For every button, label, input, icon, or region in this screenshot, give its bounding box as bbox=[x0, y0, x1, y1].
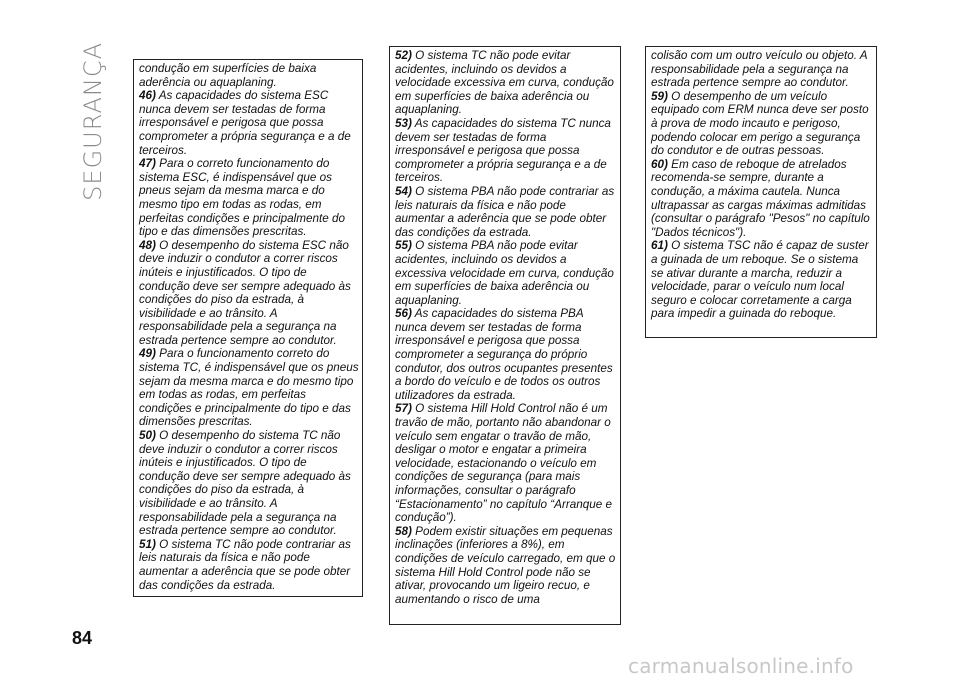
note-number: 57) bbox=[395, 402, 412, 416]
page-number: 84 bbox=[72, 628, 93, 648]
notes-column-1 bbox=[133, 59, 363, 597]
note-text: O sistema PBA não pode evitar acidentes, incluindo os devidos a excessiva velocidade em curva, condução em superfícies de baixa aderência ou aquaplaning. bbox=[395, 239, 614, 307]
note-paragraph bbox=[139, 347, 359, 429]
note-text: As capacidades do sistema TC nunca devem ser testadas de forma irresponsável e perigosa que possa comprometer a própria segurança e a de terceiros. bbox=[395, 116, 611, 185]
note-paragraph bbox=[651, 49, 873, 90]
note-paragraph bbox=[395, 239, 617, 307]
note-paragraph bbox=[139, 89, 359, 157]
note-paragraph bbox=[395, 185, 617, 239]
note-text: O sistema Hill Hold Control não é um travão de mão, portanto não abandonar o veículo sem engatar o travão de mão, desligar o motor e engatar a primeira velocidade, estacionando o veículo em condições de segurança (para mais informações, consultar o parágrafo “Estacionamento” no capítulo “Arranque e condução”). bbox=[395, 402, 612, 525]
note-number: 51) bbox=[139, 537, 156, 551]
note-text: O sistema TSC não é capaz de suster a guinada de um reboque. Se o sistema se ativar durante a marcha, reduzir a velocidade, parar o veículo num local seguro e colocar corretamente a carga para impedir a guinada do reboque. bbox=[651, 239, 869, 321]
notes-column-2 bbox=[389, 46, 621, 625]
note-number: 54) bbox=[395, 184, 412, 198]
note-text: O desempenho do sistema ESC não deve induzir o condutor a correr riscos inúteis e injustificados. O tipo de condução deve ser sempre adequado às condições do piso da estrada, à visibilidade e ao trânsito. A responsabilidade pela a segurança na estrada pertence sempre ao condutor. bbox=[139, 238, 351, 347]
note-number: 61) bbox=[651, 239, 668, 253]
note-number: 52) bbox=[395, 49, 412, 62]
note-text: O desempenho de um veículo equipado com ERM nunca deve ser posto à prova de modo incauto e perigoso, podendo colocar em perigo a segurança do condutor e de outras pessoas. bbox=[651, 89, 869, 158]
note-paragraph bbox=[651, 90, 873, 158]
note-number: 50) bbox=[139, 429, 156, 443]
note-number: 49) bbox=[139, 347, 156, 361]
note-number: 55) bbox=[395, 239, 412, 253]
note-paragraph bbox=[395, 307, 617, 402]
note-text: As capacidades do sistema PBA nunca devem ser testadas de forma irresponsável e perigosa que possa comprometer a segurança do próprio condutor, dos outros ocupantes presentes a bordo do veículo e de todos os outros utilizadores da estrada. bbox=[395, 307, 613, 402]
note-paragraph bbox=[139, 157, 359, 239]
note-number: 56) bbox=[395, 307, 412, 321]
note-text: O sistema PBA não pode contrariar as leis naturais da física e não pode aumentar a aderência que se pode obter das condições da estrada. bbox=[395, 184, 615, 239]
note-text: Para o funcionamento correto do sistema TC, é indispensável que os pneus sejam da mesma marca e do mesmo tipo em todas as rodas, em perfeitas condições e principalmente do tipo e das dimensões prescritas. bbox=[139, 347, 359, 429]
note-paragraph bbox=[395, 117, 617, 185]
note-text: Para o correto funcionamento do sistema ESC, é indispensável que os pneus sejam da mesma marca e do mesmo tipo em todas as rodas, em perfeitas condições e principalmente do tipo e das dimensões prescritas. bbox=[139, 157, 345, 239]
note-paragraph bbox=[395, 402, 617, 524]
watermark-text: carmanualsonline.info bbox=[628, 654, 854, 678]
note-number: 58) bbox=[395, 524, 412, 538]
note-paragraph bbox=[139, 429, 359, 538]
note-text: O sistema TC não pode evitar acidentes, incluindo os devidos a velocidade excessiva em curva, condução em superfícies de baixa aderência ou aquaplaning. bbox=[395, 49, 614, 117]
note-text: As capacidades do sistema ESC nunca devem ser testadas de forma irresponsável e perigosa que possa comprometer a própria segurança e a de terceiros. bbox=[139, 89, 351, 157]
note-number: 46) bbox=[139, 89, 156, 103]
note-paragraph bbox=[139, 62, 359, 89]
section-title-text: SEGURANÇA bbox=[79, 42, 107, 201]
note-number: 47) bbox=[139, 157, 156, 171]
notes-column-3 bbox=[645, 46, 877, 338]
note-number: 53) bbox=[395, 116, 412, 130]
note-text: O desempenho do sistema TC não deve induzir o condutor a correr riscos inúteis e injustificados. O tipo de condução deve ser sempre adequado às condições do piso da estrada, à visibilidade e ao trânsito. A responsabilidade pela a segurança na estrada pertence sempre ao condutor. bbox=[139, 429, 351, 538]
note-paragraph bbox=[139, 239, 359, 348]
note-number: 60) bbox=[651, 157, 668, 171]
note-text: Podem existir situações em pequenas inclinações (inferiores a 8%), em condições de veículo carregado, em que o sistema Hill Hold Control pode não se ativar, provocando um ligeiro recuo, e aumentando o risco de uma bbox=[395, 524, 616, 606]
note-paragraph bbox=[395, 525, 617, 607]
note-text: O sistema TC não pode contrariar as leis naturais da física e não pode aumentar a aderência que se pode obter das condições da estrada. bbox=[139, 537, 351, 592]
section-title bbox=[78, 42, 108, 201]
note-paragraph bbox=[395, 49, 617, 117]
note-text: condução em superfícies de baixa aderência ou aquaplaning. bbox=[139, 62, 317, 89]
note-paragraph bbox=[139, 538, 359, 592]
note-paragraph bbox=[651, 158, 873, 240]
note-text: colisão com um outro veículo ou objeto. A responsabilidade pela a segurança na estrada pertence sempre ao condutor. bbox=[651, 49, 868, 90]
note-paragraph bbox=[651, 239, 873, 321]
note-text: Em caso de reboque de atrelados recomenda-se sempre, durante a condução, a máxima cautela. Nunca ultrapassar as cargas máximas admitidas (consultar o parágrafo "Pesos" no capítulo "Dados técnicos"). bbox=[651, 157, 870, 239]
note-number: 48) bbox=[139, 238, 156, 252]
note-number: 59) bbox=[651, 89, 668, 103]
